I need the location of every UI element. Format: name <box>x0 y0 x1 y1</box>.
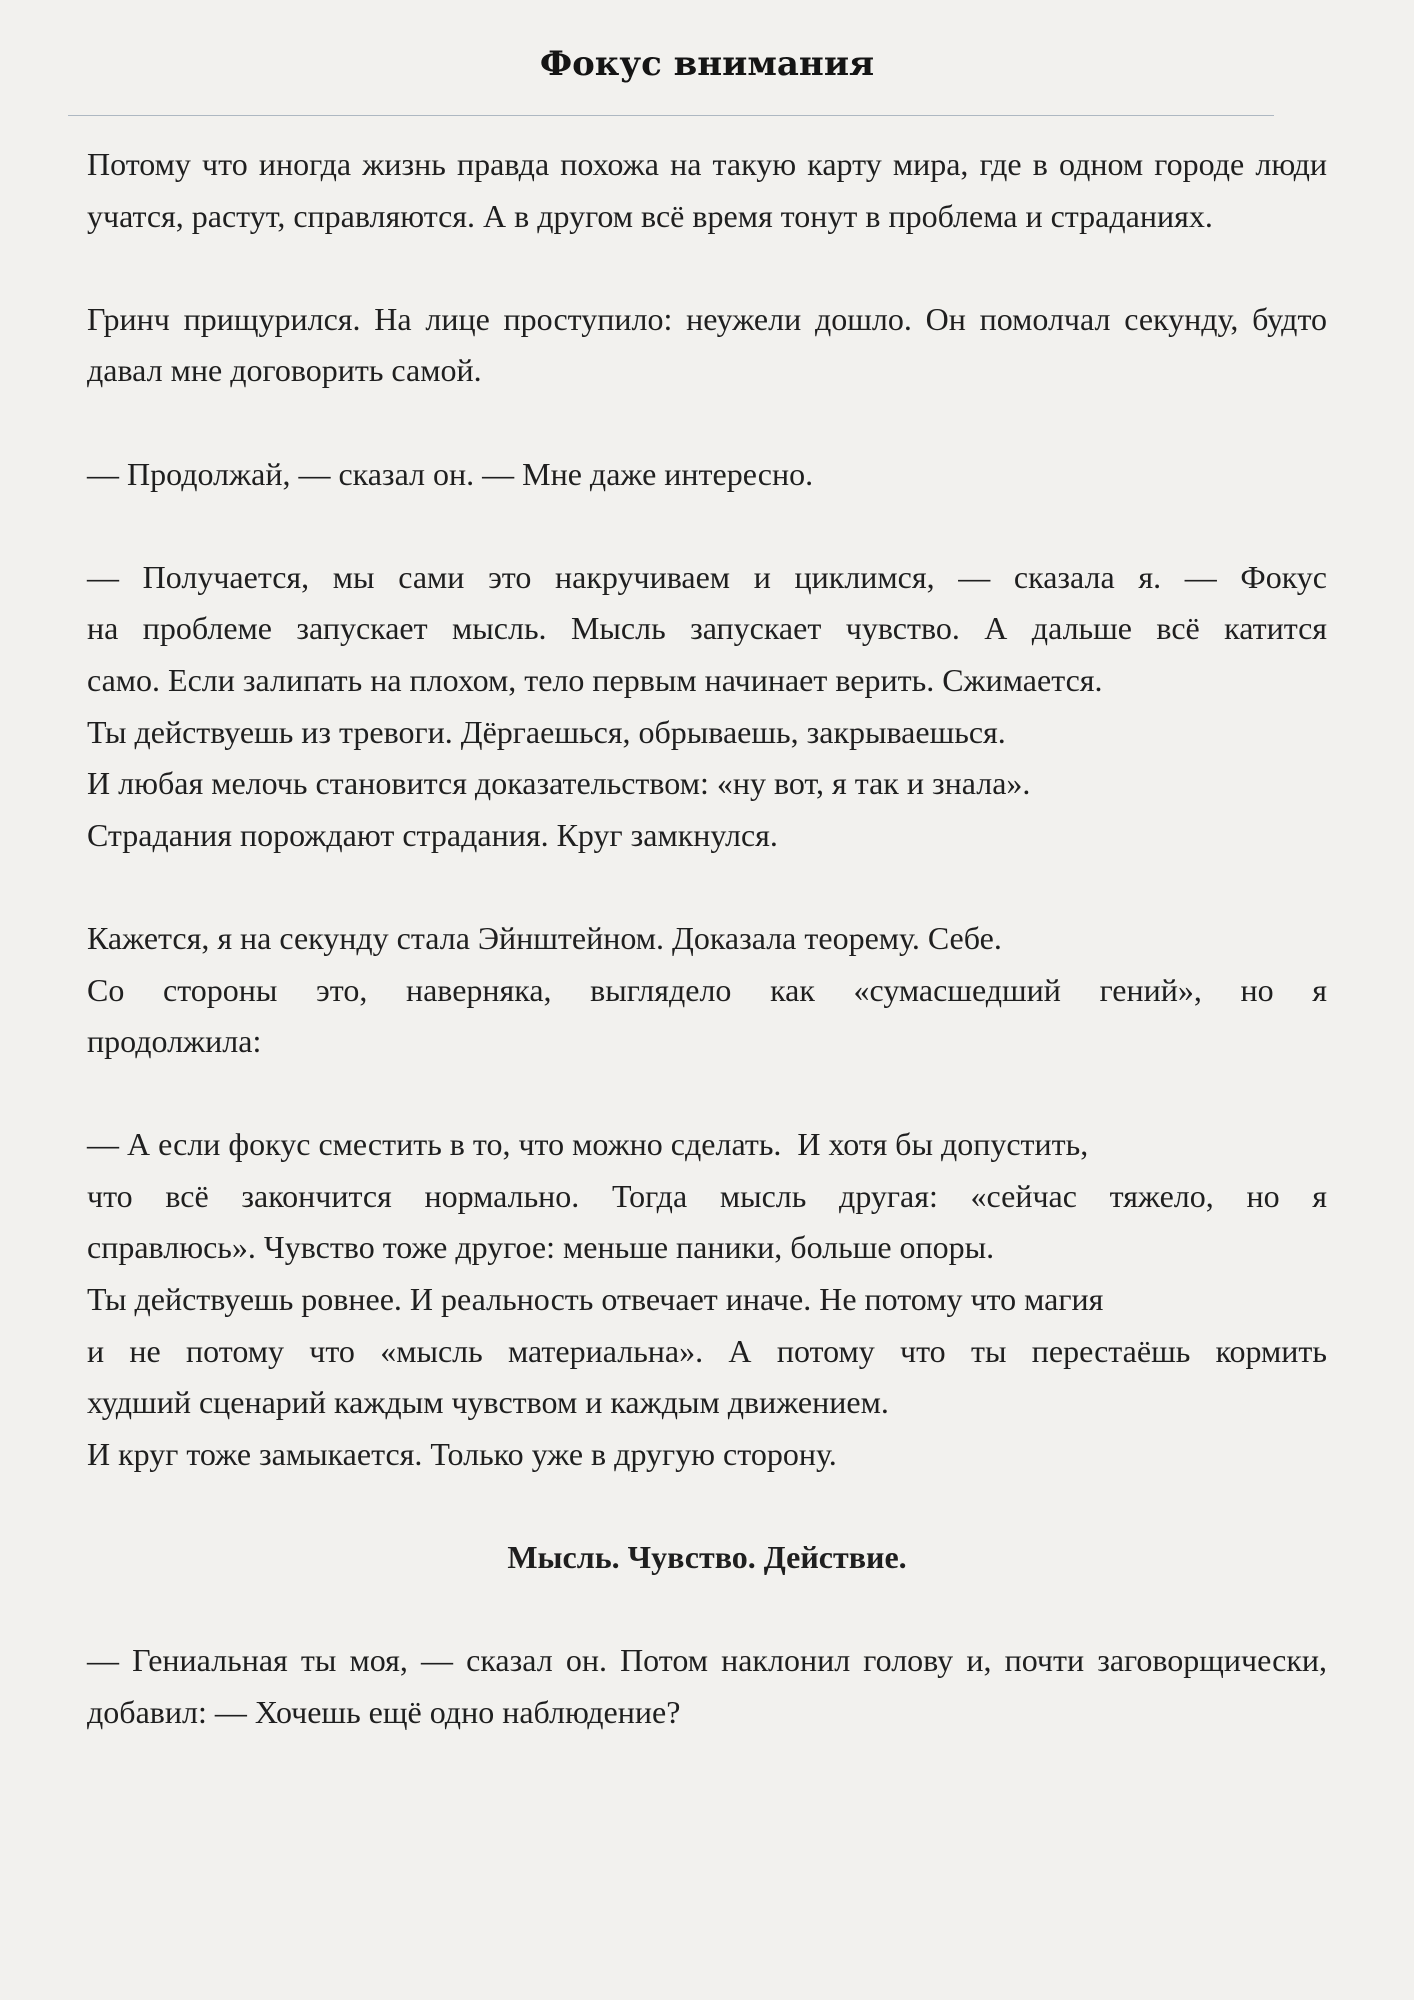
paragraph-gap <box>87 397 1327 449</box>
paragraph-3: — Продолжай, — сказал он. — Мне даже интересно. <box>87 455 814 492</box>
paragraph-6 <box>87 1119 1327 1480</box>
title-divider <box>68 115 1274 116</box>
text-line: Страдания порождают страдания. Круг замкнулся. <box>87 816 778 853</box>
text-line: И любая мелочь становится доказательством: «ну вот, я так и знала». <box>87 765 1031 802</box>
paragraph-gap <box>87 861 1327 913</box>
text-line: продолжила: <box>87 1023 262 1060</box>
paragraph-gap <box>87 1584 1327 1636</box>
text-line: само. Если залипать на плохом, тело первым начинает верить. Сжимается. <box>87 661 1103 698</box>
document-body <box>87 139 1327 1738</box>
paragraph-gap <box>87 1480 1327 1532</box>
section-heading: Мысль. Чувство. Действие. <box>507 1539 907 1576</box>
text-line: и не потому что «мысль материальна». А потому что ты перестаёшь кормить <box>87 1332 1327 1369</box>
paragraph-4 <box>87 552 1327 862</box>
text-line: Со стороны это, наверняка, выглядело как «сумасшедший гений», но я <box>87 971 1327 1008</box>
paragraph-5 <box>87 913 1327 1068</box>
text-line: Ты действуешь из тревоги. Дёргаешься, обрываешь, закрываешься. <box>87 713 1006 750</box>
paragraph-2: Гринч прищурился. На лице проступило: неужели дошло. Он помолчал секунду, будто давал мне договорить самой. <box>87 300 1327 389</box>
text-line: Кажется, я на секунду стала Эйнштейном. Доказала теорему. Себе. <box>87 919 1002 956</box>
text-line: Ты действуешь ровнее. И реальность отвечает иначе. Не потому что магия <box>87 1281 1104 1318</box>
text-line: — А если фокус сместить в то, что можно сделать. И хотя бы допустить, <box>87 1126 1089 1163</box>
paragraph-1: Потому что иногда жизнь правда похожа на такую карту мира, где в одном городе люди учатся, растут, справляются. А в другом всё время тонут в проблема и страданиях. <box>87 146 1327 234</box>
page-title: Фокус внимания <box>539 44 875 84</box>
paragraph-gap <box>87 500 1327 552</box>
text-line: на проблеме запускает мысль. Мысль запускает чувство. А дальше всё катится <box>87 610 1327 647</box>
paragraph-gap <box>87 242 1327 294</box>
text-line: что всё закончится нормально. Тогда мысль другая: «сейчас тяжело, но я <box>87 1177 1327 1214</box>
text-line: — Получается, мы сами это накручиваем и циклимся, — сказала я. — Фокус <box>87 558 1327 595</box>
text-line: худший сценарий каждым чувством и каждым движением. <box>87 1384 889 1421</box>
text-line: И круг тоже замыкается. Только уже в другую сторону. <box>87 1435 837 1472</box>
paragraph-7: — Гениальная ты моя, — сказал он. Потом наклонил голову и, почти заговорщически, добавил: — Хочешь ещё одно наблюдение? <box>87 1642 1327 1730</box>
text-line: справлюсь». Чувство тоже другое: меньше паники, больше опоры. <box>87 1229 995 1266</box>
paragraph-gap <box>87 1068 1327 1120</box>
